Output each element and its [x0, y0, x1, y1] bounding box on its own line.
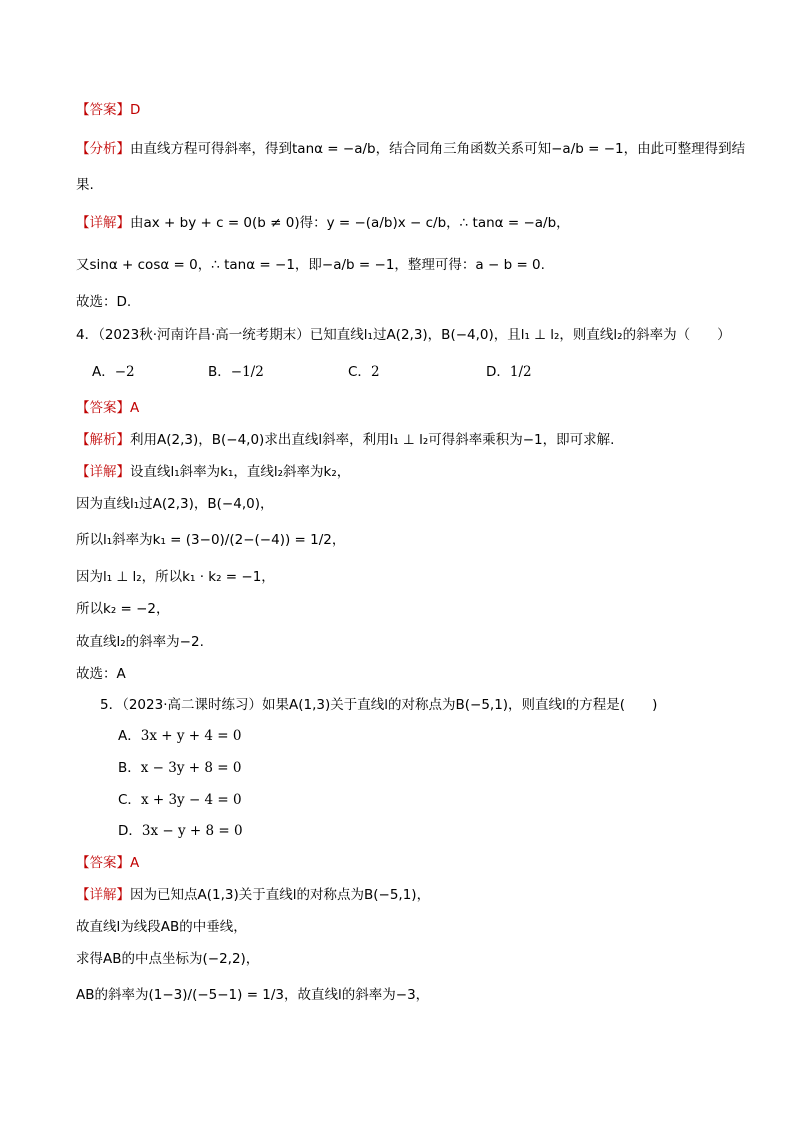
detail-text: 设直线l₁斜率为k₁，直线l₂斜率为k₂，	[130, 464, 351, 480]
q4-option-a	[92, 362, 135, 382]
detail-tag: 【详解】	[76, 215, 130, 231]
question-4-stem	[76, 325, 731, 345]
q4-detail-line-6	[76, 632, 204, 652]
question-5-text: 5．（2023·高二课时练习）如果A(1,3)关于直线l的对称点为B(−5,1)，则直线l的方程是( )	[100, 697, 658, 713]
answer-tag: 【答案】	[76, 855, 130, 871]
answer-tag: 【答案】	[76, 102, 130, 118]
q4-detail-line-2	[76, 494, 273, 514]
q5-option-a	[118, 726, 241, 746]
analysis-text: 由直线方程可得斜率，得到tanα = −a/b，结合同角三角函数关系可知−a/b = −1，由此可整理得到结	[130, 141, 746, 157]
detail-line	[76, 213, 570, 233]
option-label: B．	[118, 760, 141, 776]
q4-answer-line	[76, 398, 139, 418]
analysis-line	[76, 139, 745, 159]
q4-option-d	[486, 362, 532, 382]
option-value: −1/2	[230, 364, 264, 380]
detail-text: 因为直线l₁过A(2,3)，B(−4,0)，	[76, 496, 274, 512]
option-label: D．	[118, 823, 142, 839]
q5-option-d	[118, 821, 243, 841]
jiexi-text: 利用A(2,3)，B(−4,0)求出直线l斜率，利用l₁ ⊥ l₂可得斜率乘积为−1，即可求解.	[130, 432, 615, 448]
option-label: C．	[118, 792, 141, 808]
detail-text-2: 又sinα + cosα = 0，∴ tanα = −1，即−a/b = −1，整理可得：a − b = 0.	[76, 257, 545, 273]
question-5-stem	[100, 695, 657, 715]
detail-text: 故直线l₂的斜率为−2.	[76, 634, 204, 650]
q4-detail-line-1	[76, 462, 350, 482]
choose-text: 故选：D.	[76, 294, 132, 310]
option-label: A．	[92, 364, 115, 380]
q5-answer-line	[76, 853, 139, 873]
answer-value: A	[130, 855, 140, 871]
detail-tag: 【详解】	[76, 887, 130, 903]
detail-text: 因为已知点A(1,3)关于直线l的对称点为B(−5,1)，	[130, 887, 431, 903]
jiexi-tag: 【解析】	[76, 432, 130, 448]
q5-detail-line-1	[76, 885, 430, 905]
detail-text: 所以k₂ = −2，	[76, 601, 170, 617]
option-value: 3x + y + 4 = 0	[140, 728, 242, 744]
answer-line	[76, 100, 140, 120]
detail-tag: 【详解】	[76, 464, 130, 480]
option-value: x + 3y − 4 = 0	[140, 792, 242, 808]
analysis-text-2: 果.	[76, 177, 94, 193]
detail-text: 因为l₁ ⊥ l₂，所以k₁ · k₂ = −1，	[76, 569, 275, 585]
option-label: D．	[486, 364, 510, 380]
q4-detail-line-5	[76, 599, 170, 619]
option-value: 3x − y + 8 = 0	[141, 823, 243, 839]
option-label: B．	[208, 364, 231, 380]
q4-option-b	[208, 362, 264, 382]
q4-detail-line-7	[76, 664, 126, 684]
detail-text: AB的斜率为(1−3)/(−5−1) = 1/3，故直线l的斜率为−3，	[76, 987, 430, 1003]
detail-text: 求得AB的中点坐标为(−2,2)，	[76, 951, 260, 967]
q5-option-b	[118, 758, 241, 778]
answer-value: A	[130, 400, 140, 416]
question-4-text: 4．（2023秋·河南许昌·高一统考期末）已知直线l₁过A(2,3)，B(−4,0)，且l₁ ⊥ l₂，则直线l₂的斜率为（ ）	[76, 327, 731, 343]
option-label: A．	[118, 728, 141, 744]
q5-detail-line-3	[76, 949, 259, 969]
q4-detail-line-4	[76, 567, 275, 587]
detail-text: 故选：A	[76, 666, 126, 682]
option-value: 1/2	[509, 364, 532, 380]
q5-option-c	[118, 790, 242, 810]
detail-text: 由ax + by + c = 0(b ≠ 0)得：y = −(a/b)x − c/b，∴ tanα = −a/b，	[130, 215, 570, 231]
detail-line-2	[76, 255, 545, 275]
q5-detail-line-4	[76, 985, 429, 1005]
analysis-line-2	[76, 175, 94, 195]
answer-value: D	[130, 102, 141, 118]
detail-text: 所以l₁斜率为k₁ = (3−0)/(2−(−4)) = 1/2，	[76, 532, 346, 548]
option-value: x − 3y + 8 = 0	[140, 760, 242, 776]
answer-tag: 【答案】	[76, 400, 130, 416]
analysis-tag: 【分析】	[76, 141, 130, 157]
q4-jiexi-line	[76, 430, 614, 450]
choose-line	[76, 292, 131, 312]
option-value: 2	[370, 364, 380, 380]
option-value: −2	[114, 364, 135, 380]
q5-detail-line-2	[76, 917, 247, 937]
q4-option-c	[348, 362, 380, 382]
q4-detail-line-3	[76, 530, 345, 550]
detail-text: 故直线l为线段AB的中垂线，	[76, 919, 247, 935]
option-label: C．	[348, 364, 371, 380]
